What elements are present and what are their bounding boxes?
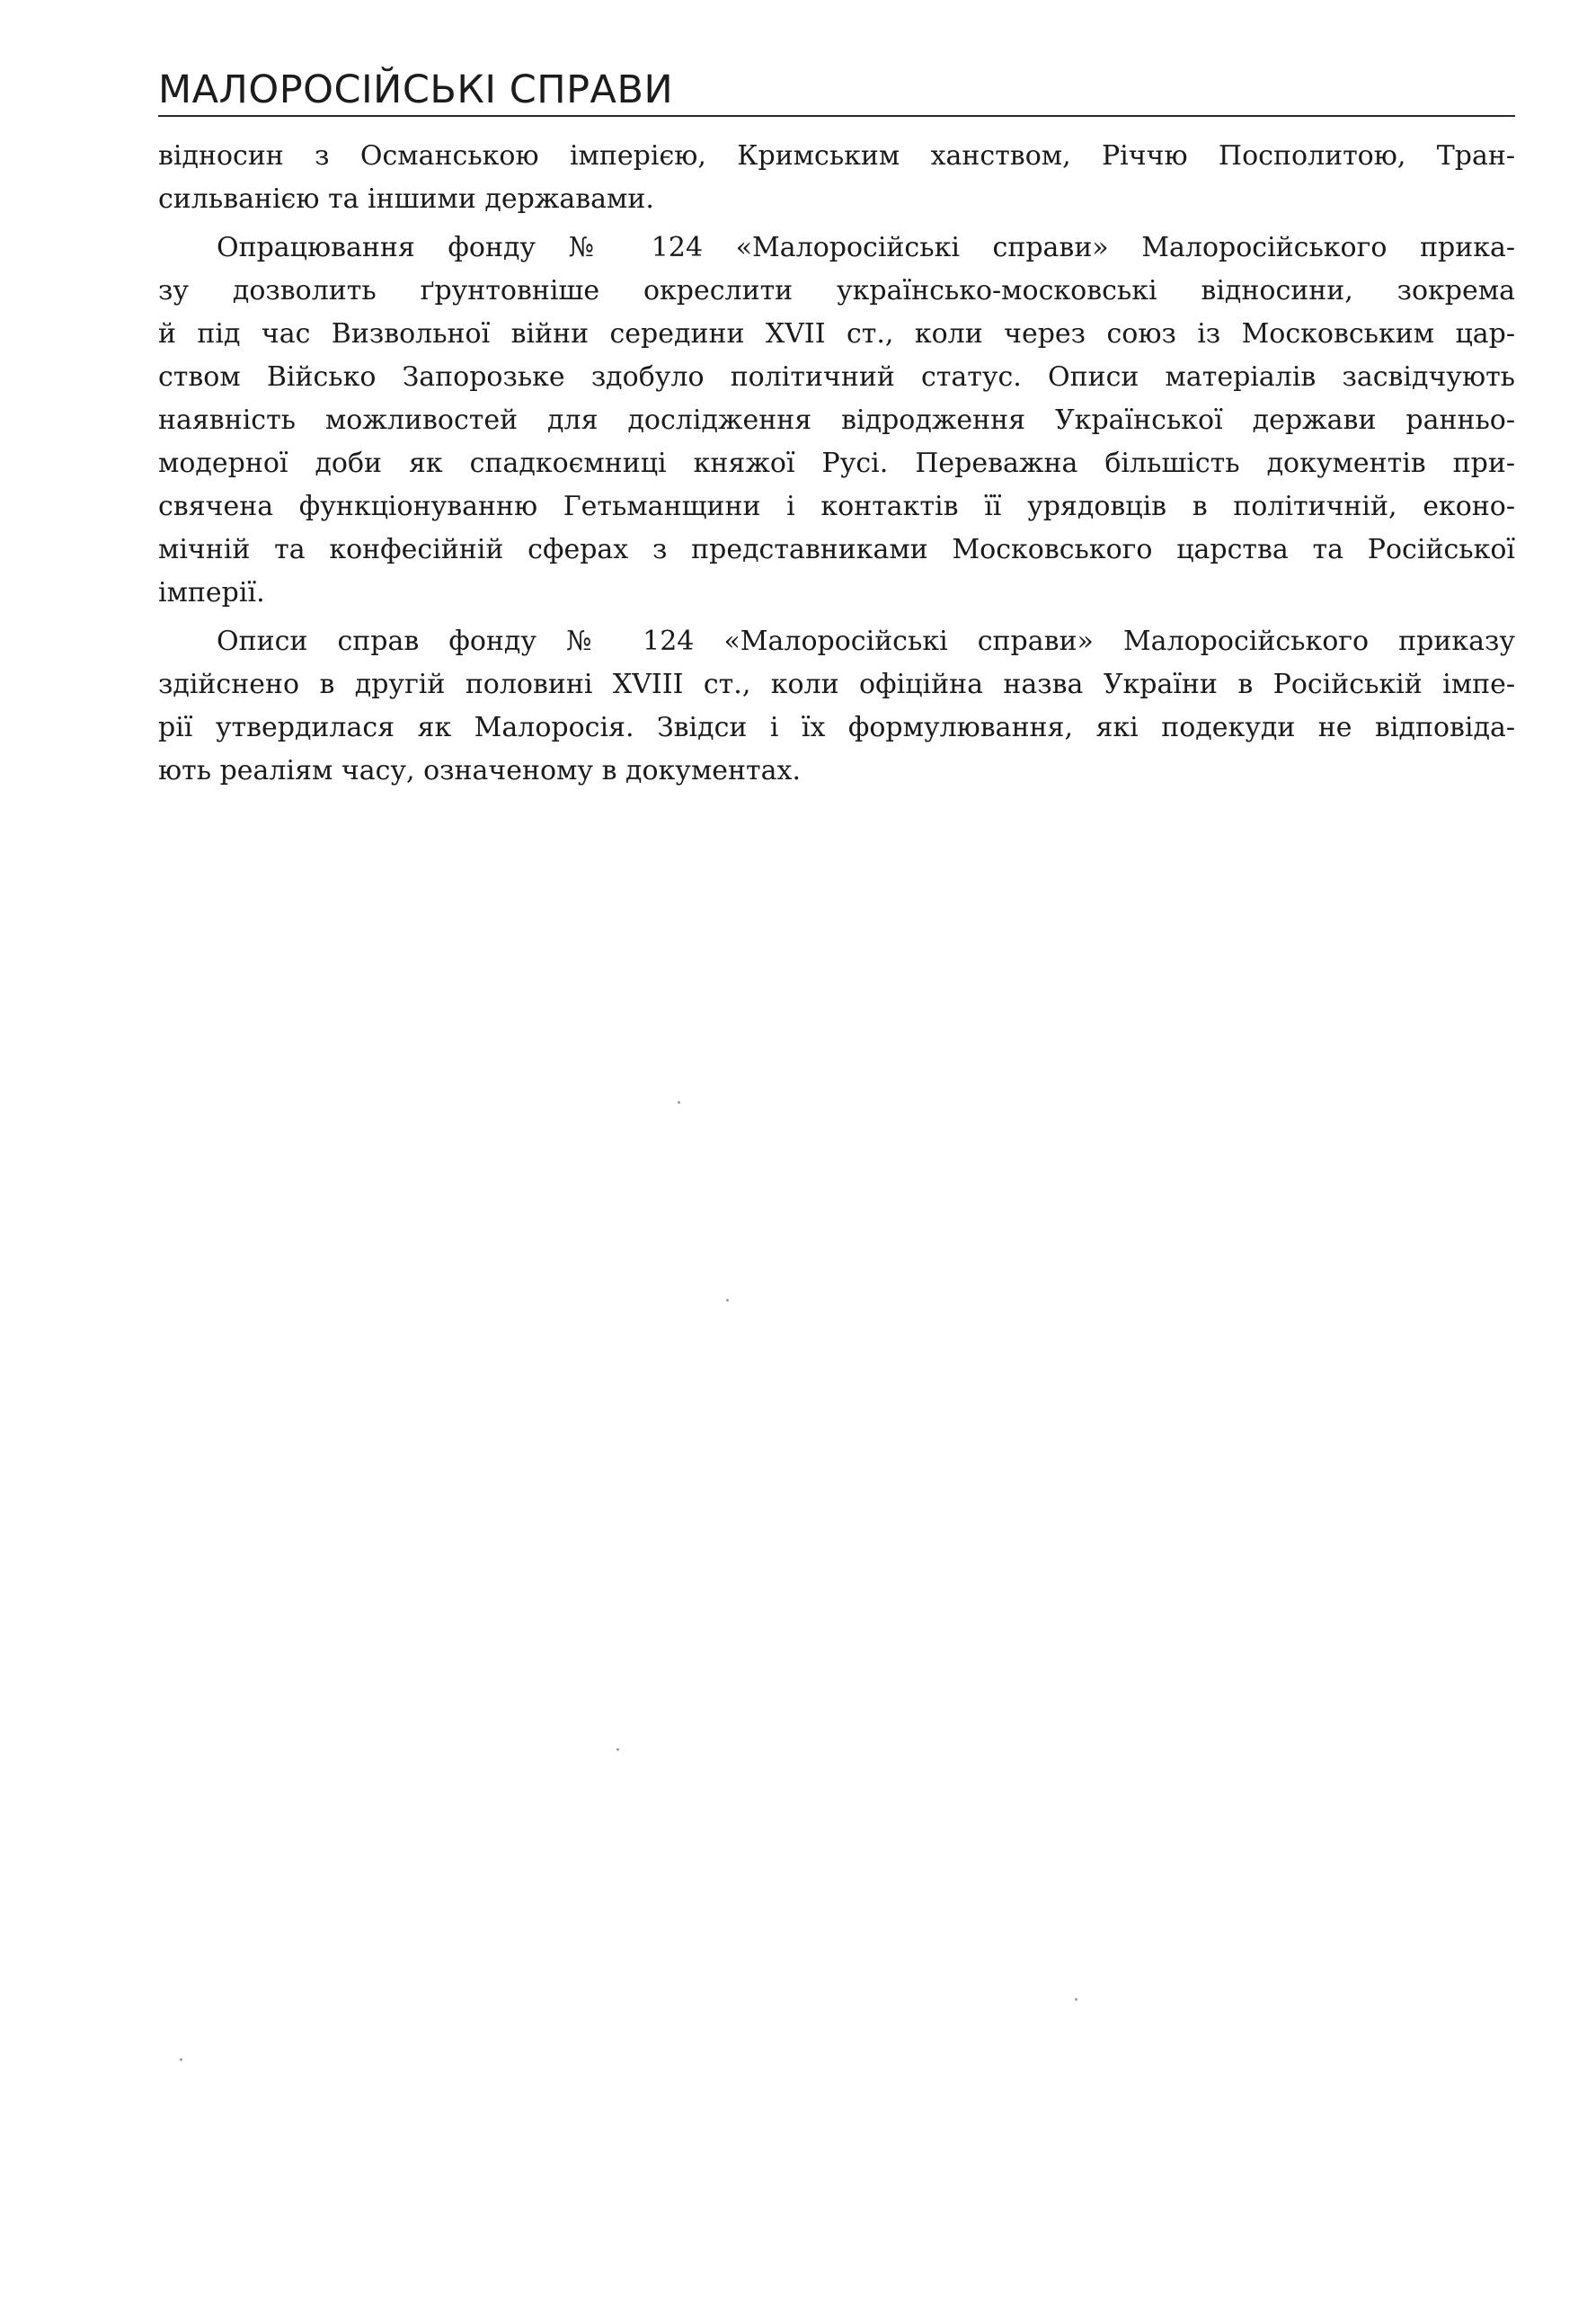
text-line: й під час Визвольної війни середини XVII ст., коли через союз із Московським цар- xyxy=(158,318,1515,350)
running-header-title: МАЛОРОСІЙСЬКІ СПРАВИ xyxy=(158,67,674,112)
scan-speck xyxy=(678,1101,680,1104)
text-line: зу дозволить ґрунтовніше окреслити українсько-московські відносини, зокрема xyxy=(158,275,1515,307)
text-line: ють реаліям часу, означеному в документах. xyxy=(158,755,801,786)
text-line: рії утвердилася як Малоросія. Звідси і їх формулювання, які подекуди не відповіда- xyxy=(158,712,1515,743)
text-line: сильванією та іншими державами. xyxy=(158,183,654,215)
text-line: відносин з Османською імперією, Кримським ханством, Річчю Посполитою, Тран- xyxy=(158,140,1515,172)
body-text xyxy=(158,135,1515,793)
paragraph-2 xyxy=(158,227,1515,615)
paragraph-1 xyxy=(158,135,1515,221)
scan-speck xyxy=(1075,1998,1077,2001)
paragraph-3 xyxy=(158,620,1515,793)
text-line: свячена функціонуванню Гетьманщини і контактів її урядовців в політичній, еконо- xyxy=(158,491,1515,522)
scan-speck xyxy=(726,1299,729,1302)
text-line: модерної доби як спадкоємниці княжої Русі. Переважна більшість документів при- xyxy=(158,448,1515,479)
header-rule xyxy=(158,115,1515,117)
text-line: наявність можливостей для дослідження відродження Української держави ранньо- xyxy=(158,404,1515,436)
text-line: мічній та конфесійній сферах з представниками Московського царства та Російської xyxy=(158,534,1515,565)
scan-speck xyxy=(616,1748,619,1751)
text-line: Опрацювання фонду № 124 «Малоросійські справи» Малоросійського прика- xyxy=(217,232,1515,263)
text-line: імперії. xyxy=(158,577,265,609)
text-line: ством Військо Запорозьке здобуло політичний статус. Описи матеріалів засвідчують xyxy=(158,361,1515,393)
text-line: Описи справ фонду № 124 «Малоросійські справи» Малоросійського приказу xyxy=(217,626,1515,657)
scan-speck xyxy=(180,2058,182,2061)
text-line: здійснено в другій половині XVIII ст., коли офіційна назва України в Російській імпе- xyxy=(158,669,1515,700)
